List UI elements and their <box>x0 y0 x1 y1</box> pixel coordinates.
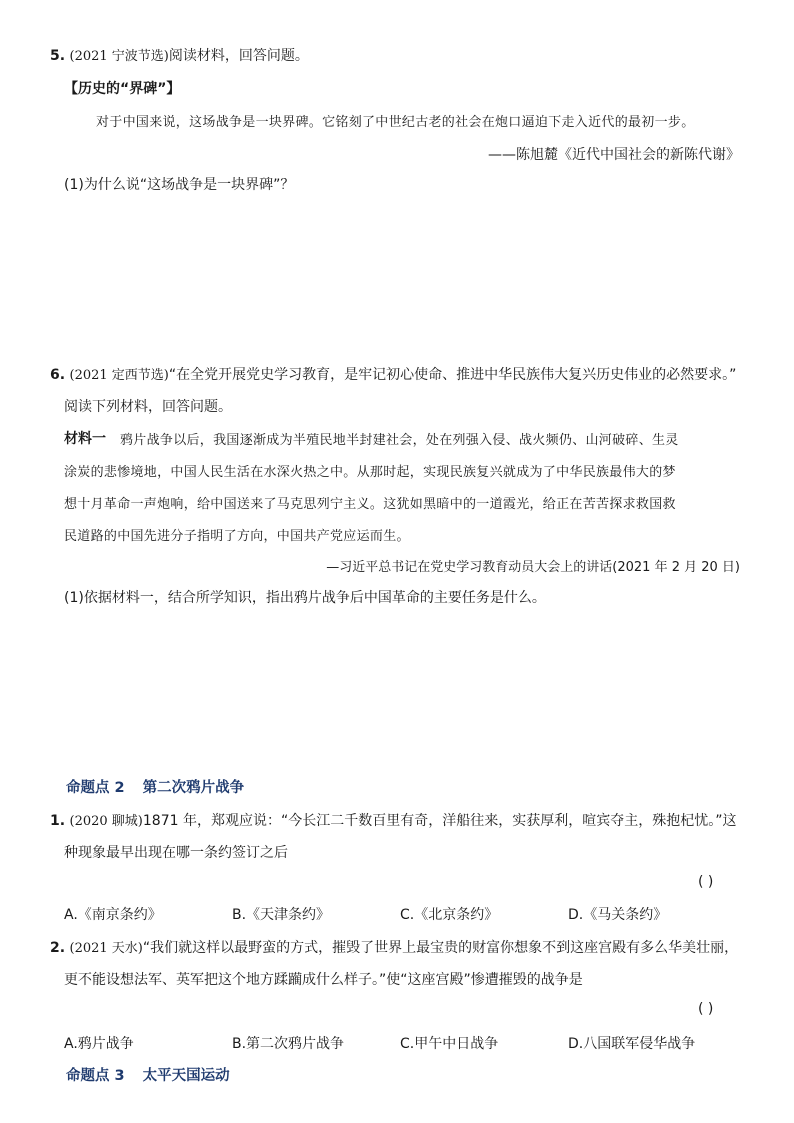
option-b: B.《天津条约》 <box>232 907 331 923</box>
question-text-line2: 种现象最早出现在哪一条约签订之后 <box>64 845 288 861</box>
question-text-line2: 阅读下列材料，回答问题。 <box>64 399 232 415</box>
question-text-line2: 更不能设想法军、英军把这个地方蹂躏成什么样子。”使“这座宫殿”惨遭摧毁的战争是 <box>64 972 583 988</box>
sub-question: (1)依据材料一，结合所学知识，指出鸦片战争后中国革命的主要任务是什么。 <box>64 590 546 606</box>
question-6-stem <box>50 364 736 384</box>
option-d: D.《马关条约》 <box>568 907 668 923</box>
material-line: 涂炭的悲惨境地，中国人民生活在水深火热之中。从那时起，实现民族复兴就成为了中华民族最伟大的梦 <box>64 465 676 480</box>
answer-blank: ( ) <box>698 1001 714 1017</box>
option-a: A.《南京条约》 <box>64 907 162 923</box>
question-source: (2020 聊城) <box>69 814 143 829</box>
question-source: (2021 宁波节选) <box>69 49 169 64</box>
question-source: (2021 定西节选) <box>69 368 169 383</box>
topic-title: 太平天国运动 <box>142 1068 230 1084</box>
material-line: 鸦片战争以后，我国逐渐成为半殖民地半封建社会，处在列强入侵、战火频仍、山河破碎、生灵 <box>120 433 679 448</box>
material-line: 想十月革命一声炮响，给中国送来了马克思列宁主义。这犹如黑暗中的一道霞光，给正在苦苦探求救国救 <box>64 497 676 512</box>
question-number: 1. <box>50 813 66 829</box>
material-line: 民道路的中国先进分子指明了方向，中国共产党应运而生。 <box>64 529 410 544</box>
question-1-stem <box>50 810 736 830</box>
topic-heading <box>66 776 244 797</box>
question-number: 2. <box>50 940 66 956</box>
question-text: “在全党开展党史学习教育，是牢记初心使命、推进中华民族伟大复兴历史伟业的必然要求。” <box>168 367 737 383</box>
option-c: C.甲午中日战争 <box>400 1036 499 1052</box>
material-quote: 对于中国来说，这场战争是一块界碑。它铭刻了中世纪古老的社会在炮口逼迫下走入近代的最初一步。 <box>96 115 695 130</box>
option-d: D.八国联军侵华战争 <box>568 1036 696 1052</box>
question-source: (2021 天水) <box>69 941 143 956</box>
question-text: 阅读材料，回答问题。 <box>168 48 309 64</box>
quote-attribution: —习近平总书记在党史学习教育动员大会上的讲话(2021 年 2 月 20 日) <box>326 560 740 575</box>
quote-attribution: ——陈旭麓《近代中国社会的新陈代谢》 <box>488 147 740 163</box>
sub-question: (1)为什么说“这场战争是一块界碑”？ <box>64 177 295 193</box>
material-heading: 【历史的“界碑”】 <box>64 81 181 97</box>
topic-heading <box>66 1064 230 1085</box>
question-number: 6. <box>50 367 66 383</box>
question-text: “我们就这样以最野蛮的方式，摧毁了世界上最宝贵的财富你想象不到这座宫殿有多么华美壮丽， <box>142 940 739 956</box>
material-label: 材料一 <box>64 431 106 447</box>
topic-title: 第二次鸦片战争 <box>142 780 245 796</box>
option-b: B.第二次鸦片战争 <box>232 1036 345 1052</box>
topic-label: 命题点 2 <box>66 780 125 796</box>
answer-blank: ( ) <box>698 874 714 890</box>
question-5-stem <box>50 45 309 65</box>
question-2-stem <box>50 937 738 957</box>
option-c: C.《北京条约》 <box>400 907 499 923</box>
topic-label: 命题点 3 <box>66 1068 125 1084</box>
question-text: 1871 年，郑观应说：“今长江二千数百里有奇，洋船往来，实获厚利，喧宾夺主，殊抱杞忧。”这 <box>142 813 737 829</box>
question-number: 5. <box>50 48 66 64</box>
option-a: A.鸦片战争 <box>64 1036 134 1052</box>
